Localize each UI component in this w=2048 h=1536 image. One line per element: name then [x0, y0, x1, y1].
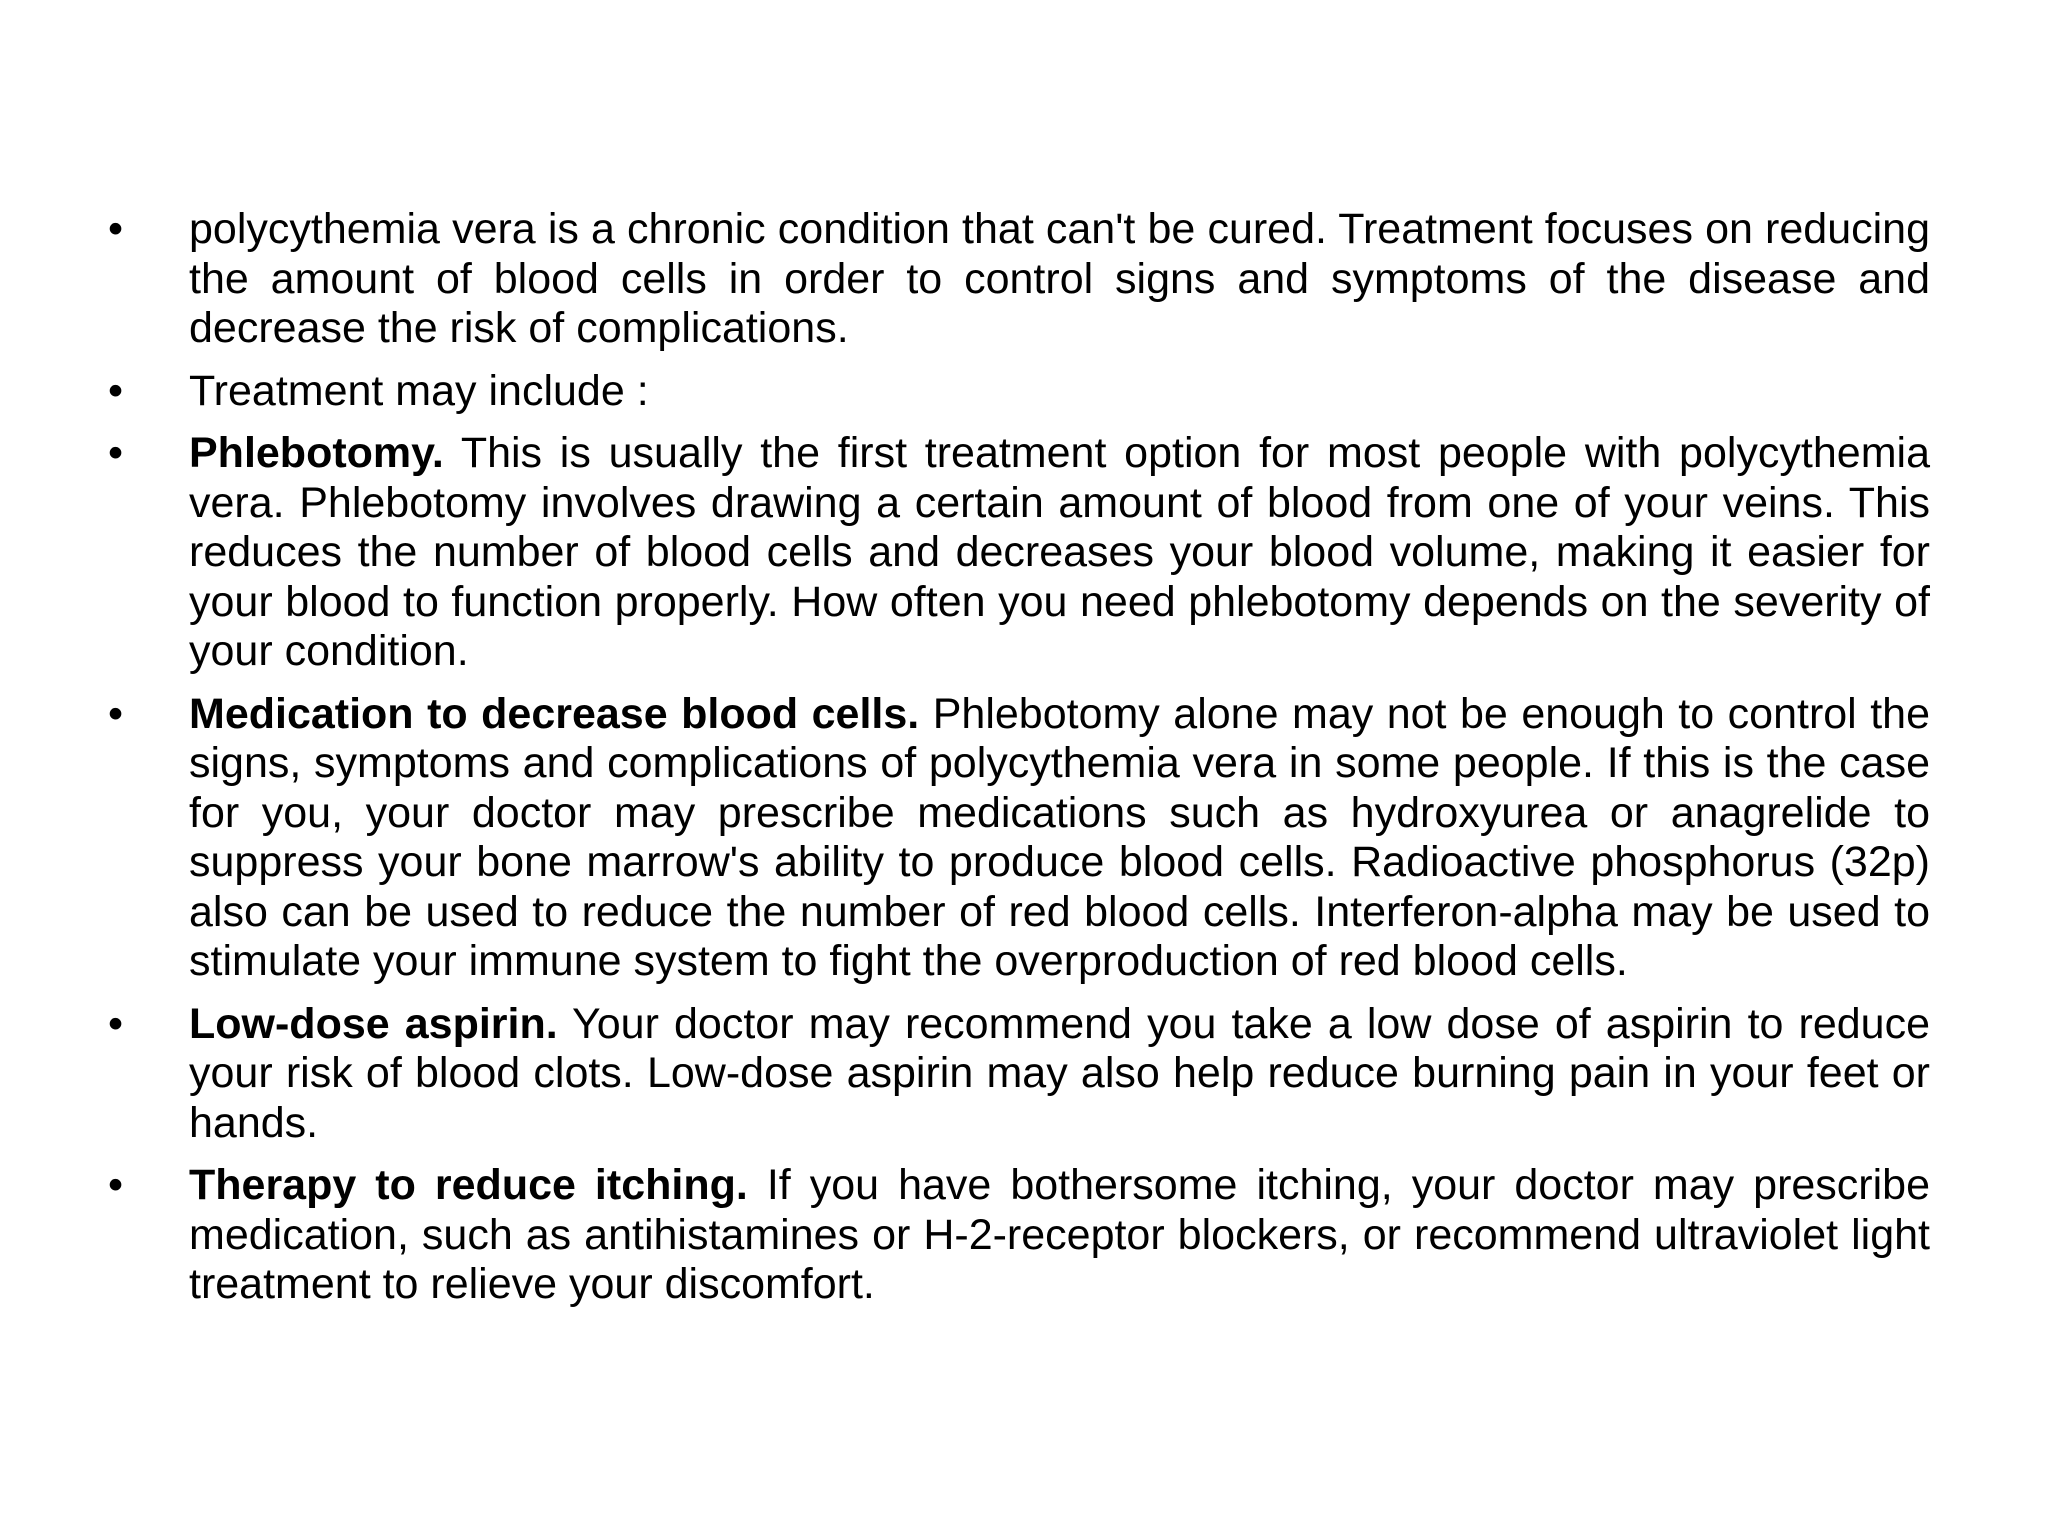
bullet-item-intro — [108, 205, 1930, 354]
bullet-heading: Low-dose aspirin. — [189, 999, 558, 1048]
bullet-heading: Phlebotomy. — [189, 429, 444, 477]
bullet-icon: • — [108, 999, 124, 1048]
bullet-heading: Medication to decrease blood cells. — [189, 689, 920, 738]
bullet-text: polycythemia vera is a chronic condition that can't be cured. Treatment focuses on reducing the amount of blood cells in order to control signs and symptoms of the disease and decrease the risk of complications. — [189, 205, 1930, 352]
bullet-list — [108, 205, 1930, 1323]
bullet-text: Phlebotomy alone may not be enough to control the signs, symptoms and complications of polycythemia vera in some people. If this is the case for you, your doctor may prescribe medications such as hydroxyurea or anagrelide to suppress your bone marrow's ability to produce blood cells. Radioactive phosphorus (32p) also can be used to reduce the number of red blood cells. Interferon-alpha may be used to stimulate your immune system to fight the overproduction of red blood cells. — [189, 689, 1930, 985]
bullet-text: Your doctor may recommend you take a low dose of aspirin to reduce your risk of blood clots. Low-dose aspirin may also help reduce burning pain in your feet or hands. — [189, 999, 1931, 1147]
bullet-text: If you have bothersome itching, your doctor may prescribe medication, such as antihistamines or H-2-receptor blockers, or recommend ultraviolet light treatment to relieve your discomfort. — [189, 1161, 1931, 1308]
bullet-text: Treatment may include : — [189, 366, 649, 415]
bullet-item-phlebotomy — [108, 429, 1930, 677]
bullet-heading: Therapy to reduce itching. — [189, 1161, 748, 1209]
bullet-text: This is usually the first treatment option for most people with polycythemia vera. Phlebotomy involves drawing a certain amount of blood from one of your veins. This reduces the number of blood cells and decreases your blood volume, making it easier for your blood to function properly. How often you need phlebotomy depends on the severity of your condition. — [189, 429, 1930, 675]
bullet-item-medication — [108, 690, 1930, 987]
bullet-item-aspirin — [108, 1000, 1930, 1149]
bullet-icon: • — [108, 429, 124, 477]
bullet-item-treatment-intro — [108, 367, 1930, 417]
bullet-icon: • — [108, 1161, 124, 1209]
bullet-item-itching — [108, 1161, 1930, 1310]
bullet-icon: • — [108, 205, 124, 253]
bullet-icon: • — [108, 689, 124, 738]
bullet-icon: • — [108, 366, 124, 415]
